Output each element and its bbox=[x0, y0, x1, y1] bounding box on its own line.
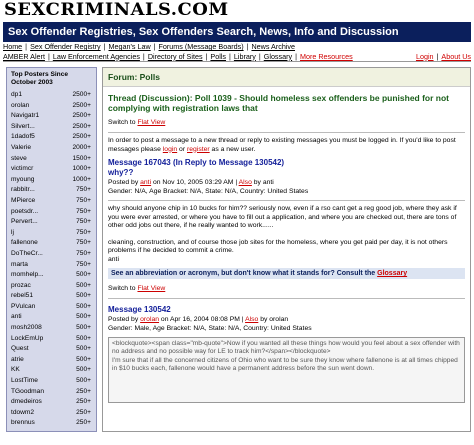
poster-row[interactable] bbox=[9, 397, 94, 408]
poster-row[interactable] bbox=[9, 175, 94, 186]
poster-count: 750+ bbox=[76, 260, 91, 268]
poster-name: atrie bbox=[11, 355, 24, 363]
reply-textarea[interactable]: <blockquote><span class="mb-quote">Now if you wanted all these things how would you feel about a sex offender with no address and no possible way for LE to track him?</span></blockquote> I'm sure that if all the concerned citizens of Ohio who want to be sure they know where fallenone is at all times chipped in $10 bucks each, fallenone would have a permanent address before the sun went down. bbox=[108, 337, 465, 403]
flat-view-link-2[interactable]: Flat View bbox=[137, 285, 166, 292]
poster-row[interactable] bbox=[9, 249, 94, 260]
top-posters-sidebar bbox=[6, 67, 97, 432]
nav-row-2: AMBER Alert | Law Enforcement Agencies | Directory of Sites | Polls | Library | Glossary | More Resources Login | About Us bbox=[3, 51, 471, 61]
poster-count: 500+ bbox=[76, 345, 91, 353]
poster-name: prozac bbox=[11, 281, 31, 289]
poster-name: DoTheCr... bbox=[11, 249, 43, 257]
poster-name: anti bbox=[11, 313, 22, 321]
poster-row[interactable] bbox=[9, 344, 94, 355]
nav-megans-law-link[interactable]: Megan's Law bbox=[108, 42, 151, 51]
poster-count: 500+ bbox=[76, 324, 91, 332]
poster-count: 500+ bbox=[76, 334, 91, 342]
sidebar-rows bbox=[9, 90, 94, 429]
flat-view-link[interactable]: Flat View bbox=[137, 119, 166, 126]
poster-name: myoung bbox=[11, 175, 35, 183]
poster-count: 1500+ bbox=[72, 154, 91, 162]
poster-row[interactable] bbox=[9, 302, 94, 313]
poster-row[interactable] bbox=[9, 291, 94, 302]
message-1-body: why should anyone chip in 10 bucks for him?? seriously now, even if a rso cant get a reg good job, where they ask if you were ever arrested, or where you have to fill out a application, and where you are checked out, there are tons of other odd jobs out there, if he really wanted to work...... cleaning, construction, and of course those job sites for the homeless, where you get paid per day, it is not others problems if he decided to commit a crime. anti bbox=[108, 205, 457, 263]
thread-title: Thread (Discussion): Poll 1039 - Should homeless sex offenders be punished for not complying with registration laws that bbox=[108, 93, 450, 113]
poster-row[interactable] bbox=[9, 418, 94, 429]
poster-count: 500+ bbox=[76, 302, 91, 310]
poster-name: rebel51 bbox=[11, 292, 33, 300]
site-title-bar: Sex Offender Registries, Sex Offenders Search, News, Info and Discussion bbox=[3, 22, 471, 42]
poster-name: Pervert... bbox=[11, 218, 38, 226]
message-1-author-link[interactable]: anti bbox=[140, 179, 152, 186]
nav-registry-link[interactable]: Sex Offender Registry bbox=[30, 42, 101, 51]
poster-name: Quest bbox=[11, 345, 29, 353]
poster-row[interactable] bbox=[9, 312, 94, 323]
poster-name: Navigatr1 bbox=[11, 112, 40, 120]
poster-name: orolan bbox=[11, 101, 30, 109]
poster-name: 1dadof5 bbox=[11, 133, 35, 141]
poster-row[interactable] bbox=[9, 90, 94, 101]
nav-home-link[interactable]: Home bbox=[3, 42, 23, 51]
poster-name: MPierce bbox=[11, 196, 36, 204]
poster-count: 1000+ bbox=[72, 175, 91, 183]
poster-count: 750+ bbox=[76, 186, 91, 194]
message-1-subject: why?? bbox=[108, 168, 134, 177]
poster-name: steve bbox=[11, 154, 27, 162]
poster-row[interactable] bbox=[9, 387, 94, 398]
poster-name: rabbitr... bbox=[11, 186, 35, 194]
poster-name: KK bbox=[11, 366, 20, 374]
nav-polls-link[interactable]: Polls bbox=[210, 51, 227, 61]
top-navigation bbox=[3, 42, 471, 62]
poster-row[interactable] bbox=[9, 228, 94, 239]
poster-count: 250+ bbox=[76, 387, 91, 395]
poster-row[interactable] bbox=[9, 164, 94, 175]
poster-name: dp1 bbox=[11, 91, 23, 98]
site-logo[interactable] bbox=[0, 0, 474, 20]
poster-count: 2000+ bbox=[72, 143, 91, 151]
nav-more-resources-link[interactable]: More Resources bbox=[299, 51, 353, 61]
poster-name: Valerie bbox=[11, 143, 32, 151]
message-2-meta: Posted by orolan on Apr 16, 2004 08:08 PM | Also by orolan Gender: Male, Age Bracket: N/A, State: N/A, Country: United States bbox=[103, 315, 470, 334]
nav-law-enforcement-link[interactable]: Law Enforcement Agencies bbox=[52, 51, 140, 61]
poster-count: 750+ bbox=[76, 228, 91, 236]
message-1-also-link[interactable]: Also bbox=[238, 179, 252, 186]
poster-row[interactable] bbox=[9, 260, 94, 271]
poster-name: dmedeiros bbox=[11, 398, 42, 406]
message-1-demographics: Gender: N/A, Age Bracket: N/A, State: N/A, Country: United States bbox=[108, 187, 309, 195]
poster-row[interactable] bbox=[9, 281, 94, 292]
poster-row[interactable] bbox=[9, 217, 94, 228]
poster-row[interactable] bbox=[9, 207, 94, 218]
poster-row[interactable] bbox=[9, 111, 94, 122]
login-notice: In order to post a message to a new thread or reply to existing messages you must be logged in. If you'd like to post messages please login or register as a new user. bbox=[108, 137, 456, 153]
poster-name: fallenone bbox=[11, 239, 38, 247]
poster-name: victimcr bbox=[11, 165, 34, 173]
nav-amber-alert-link[interactable]: AMBER Alert bbox=[3, 51, 45, 61]
switch-view-2: Switch to Flat View bbox=[108, 285, 166, 292]
poster-row[interactable] bbox=[9, 323, 94, 334]
nav-news-archive-link[interactable]: News Archive bbox=[251, 42, 296, 51]
poster-name: lj bbox=[11, 228, 14, 236]
nav-directory-link[interactable]: Directory of Sites bbox=[147, 51, 203, 61]
poster-count: 2500+ bbox=[72, 112, 91, 120]
poster-row[interactable] bbox=[9, 143, 94, 154]
poster-row[interactable] bbox=[9, 334, 94, 345]
poster-name: LockEmUp bbox=[11, 334, 44, 342]
poster-name: LostTime bbox=[11, 377, 38, 385]
nav-forums-link[interactable]: Forums (Message Boards) bbox=[158, 42, 244, 51]
message-1-meta: Posted by anti on Nov 10, 2005 03:29 AM | Also by anti Gender: N/A, Age Bracket: N/A, State: N/A, Country: United States bbox=[103, 178, 470, 197]
message-2-title[interactable]: Message 130542 bbox=[108, 305, 171, 314]
poster-count: 2500+ bbox=[72, 91, 91, 98]
forum-heading: Forum: Polls bbox=[103, 68, 470, 87]
glossary-link[interactable]: Glossary bbox=[377, 270, 408, 277]
poster-row[interactable] bbox=[9, 355, 94, 366]
poster-row[interactable] bbox=[9, 238, 94, 249]
poster-name: PVulcan bbox=[11, 302, 36, 310]
poster-count: 750+ bbox=[76, 196, 91, 204]
poster-row[interactable] bbox=[9, 270, 94, 281]
poster-row[interactable] bbox=[9, 408, 94, 419]
poster-name: TGoodman bbox=[11, 387, 44, 395]
message-2-demographics: Gender: Male, Age Bracket: N/A, State: N/A, Country: United States bbox=[108, 324, 312, 332]
poster-count: 2500+ bbox=[72, 133, 91, 141]
poster-count: 250+ bbox=[76, 398, 91, 406]
message-1-title[interactable]: Message 167043 (In Reply to Message 130542) why?? bbox=[103, 155, 470, 178]
poster-name: brennus bbox=[11, 419, 35, 427]
poster-row[interactable] bbox=[9, 154, 94, 165]
poster-name: marta bbox=[11, 260, 28, 268]
poster-count: 500+ bbox=[76, 271, 91, 279]
poster-row[interactable] bbox=[9, 376, 94, 387]
divider bbox=[108, 132, 465, 133]
poster-row[interactable] bbox=[9, 122, 94, 133]
poster-count: 500+ bbox=[76, 292, 91, 300]
nav-about-link[interactable]: About Us bbox=[441, 51, 471, 61]
poster-count: 750+ bbox=[76, 239, 91, 247]
poster-row[interactable] bbox=[9, 365, 94, 376]
nav-row-1: Home | Sex Offender Registry | Megan's Law | Forums (Message Boards) | News Archive bbox=[3, 42, 296, 51]
poster-count: 500+ bbox=[76, 377, 91, 385]
message-2-also-link[interactable]: Also bbox=[245, 316, 259, 323]
switch-view: Switch to Flat View bbox=[108, 119, 166, 126]
poster-count: 500+ bbox=[76, 355, 91, 363]
poster-row[interactable] bbox=[9, 101, 94, 112]
poster-count: 250+ bbox=[76, 419, 91, 427]
nav-glossary-link[interactable]: Glossary bbox=[263, 51, 293, 61]
divider bbox=[108, 200, 465, 201]
poster-count: 250+ bbox=[76, 408, 91, 416]
nav-library-link[interactable]: Library bbox=[233, 51, 256, 61]
nav-login-link[interactable]: Login bbox=[415, 51, 434, 61]
poster-row[interactable] bbox=[9, 196, 94, 207]
poster-count: 750+ bbox=[76, 218, 91, 226]
page-body bbox=[3, 67, 471, 432]
poster-count: 500+ bbox=[76, 313, 91, 321]
poster-count: 500+ bbox=[76, 366, 91, 374]
poster-name: poetsdr... bbox=[11, 207, 39, 215]
sidebar-title: Top Posters Since October 2003 bbox=[11, 71, 69, 86]
poster-row[interactable] bbox=[9, 132, 94, 143]
site-logo-text: SEXCRIMINALS.COM bbox=[4, 0, 229, 20]
poster-count: 750+ bbox=[76, 207, 91, 215]
poster-count: 2500+ bbox=[72, 122, 91, 130]
poster-count: 500+ bbox=[76, 281, 91, 289]
divider bbox=[108, 298, 465, 299]
message-2-author-link[interactable]: orolan bbox=[140, 316, 160, 323]
poster-count: 1000+ bbox=[72, 165, 91, 173]
forum-main bbox=[102, 67, 471, 432]
poster-row[interactable] bbox=[9, 185, 94, 196]
poster-name: momhelp... bbox=[11, 271, 44, 279]
poster-name: tdowm2 bbox=[11, 408, 35, 416]
poster-name: Silvert... bbox=[11, 122, 35, 130]
poster-count: 2500+ bbox=[72, 101, 91, 109]
poster-name: mosh2008 bbox=[11, 324, 42, 332]
login-link[interactable]: login bbox=[162, 145, 178, 153]
poster-count: 750+ bbox=[76, 249, 91, 257]
register-link[interactable]: register bbox=[187, 145, 210, 153]
glossary-banner: See an abbreviation or acronym, but don't know what it stands for? Consult the Glossary bbox=[108, 268, 465, 279]
